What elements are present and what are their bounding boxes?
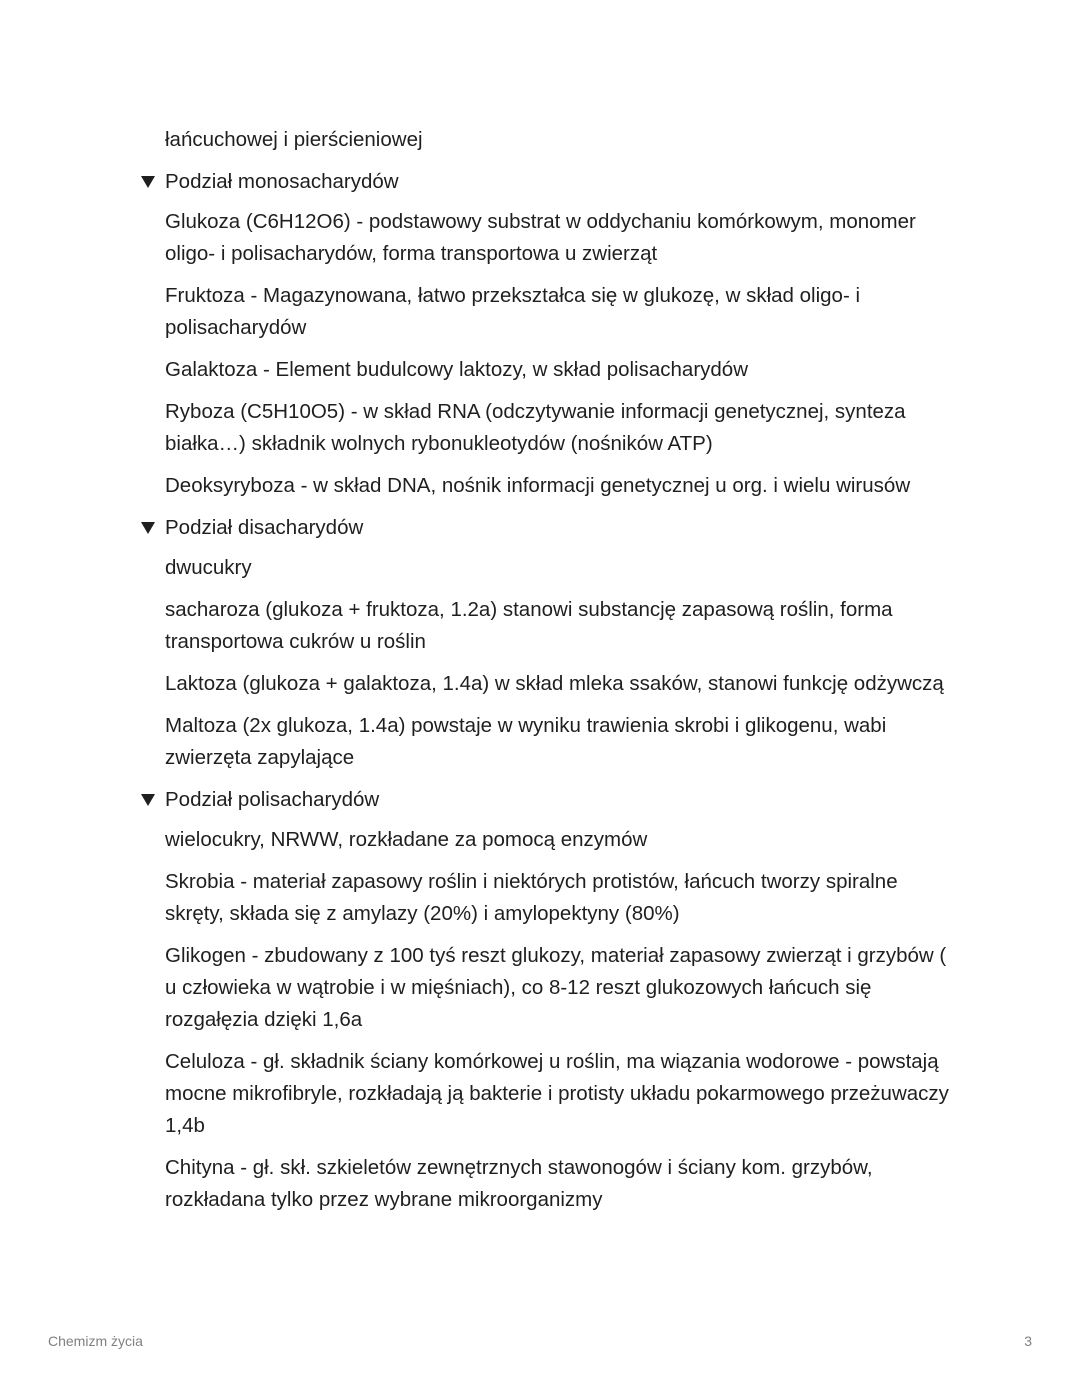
toggle-monosaccharides[interactable] xyxy=(165,166,955,198)
list-item: Glukoza (C6H12O6) - podstawowy substrat w oddychaniu komórkowym, monomer oligo- i polisacharydów, forma transportowa u zwierząt xyxy=(165,210,916,265)
list-item: Skrobia - materiał zapasowy roślin i niektórych protistów, łańcuch tworzy spiralne skręty, składa się z amylazy (20%) i amylopektyny (80%) xyxy=(165,870,898,925)
list-item: wielocukry, NRWW, rozkładane za pomocą enzymów xyxy=(165,828,648,851)
intro-line: łańcuchowej i pierścieniowej xyxy=(165,128,423,151)
toggle-down-icon[interactable] xyxy=(141,522,155,534)
toggle-title: Podział polisacharydów xyxy=(165,788,380,811)
list-item: Ryboza (C5H10O5) - w skład RNA (odczytywanie informacji genetycznej, synteza białka…) składnik wolnych rybonukleotydów (nośników ATP) xyxy=(165,400,906,455)
list-item: sacharoza (glukoza + fruktoza, 1.2a) stanowi substancję zapasową roślin, forma transportowa cukrów u roślin xyxy=(165,598,893,653)
list-item: Laktoza (glukoza + galaktoza, 1.4a) w skład mleka ssaków, stanowi funkcję odżywczą xyxy=(165,672,944,695)
list-item: Chityna - gł. skł. szkieletów zewnętrznych stawonogów i ściany kom. grzybów, rozkładana tylko przez wybrane mikroorganizmy xyxy=(165,1156,873,1211)
toggle-polysaccharides[interactable] xyxy=(165,784,955,816)
footer-page-number: 3 xyxy=(1024,1333,1032,1349)
list-item: Deoksyryboza - w skład DNA, nośnik informacji genetycznej u org. i wielu wirusów xyxy=(165,474,911,497)
list-item: Fruktoza - Magazynowana, łatwo przekształca się w glukozę, w skład oligo- i polisacharydów xyxy=(165,284,861,339)
list-item: Glikogen - zbudowany z 100 tyś reszt glukozy, materiał zapasowy zwierząt i grzybów ( u człowieka w wątrobie i w mięśniach), co 8-12 reszt glukozowych łańcuch się rozgałęzia dzięki 1,6a xyxy=(165,944,947,1031)
page-content xyxy=(0,124,1080,1226)
list-item: Galaktoza - Element budulcowy laktozy, w skład polisacharydów xyxy=(165,358,748,381)
toggle-title: Podział disacharydów xyxy=(165,516,364,539)
list-item: Maltoza (2x glukoza, 1.4a) powstaje w wyniku trawienia skrobi i glikogenu, wabi zwierzęta zapylające xyxy=(165,714,887,769)
toggle-down-icon[interactable] xyxy=(141,176,155,188)
toggle-down-icon[interactable] xyxy=(141,794,155,806)
toggle-title: Podział monosacharydów xyxy=(165,170,399,193)
list-item: Celuloza - gł. składnik ściany komórkowej u roślin, ma wiązania wodorowe - powstają mocne mikrofibryle, rozkładają ją bakterie i protisty układu pokarmowego przeżuwaczy 1,4b xyxy=(165,1050,949,1137)
toggle-disaccharides[interactable] xyxy=(165,512,955,544)
footer-document-title: Chemizm życia xyxy=(48,1333,143,1349)
list-item: dwucukry xyxy=(165,556,252,579)
